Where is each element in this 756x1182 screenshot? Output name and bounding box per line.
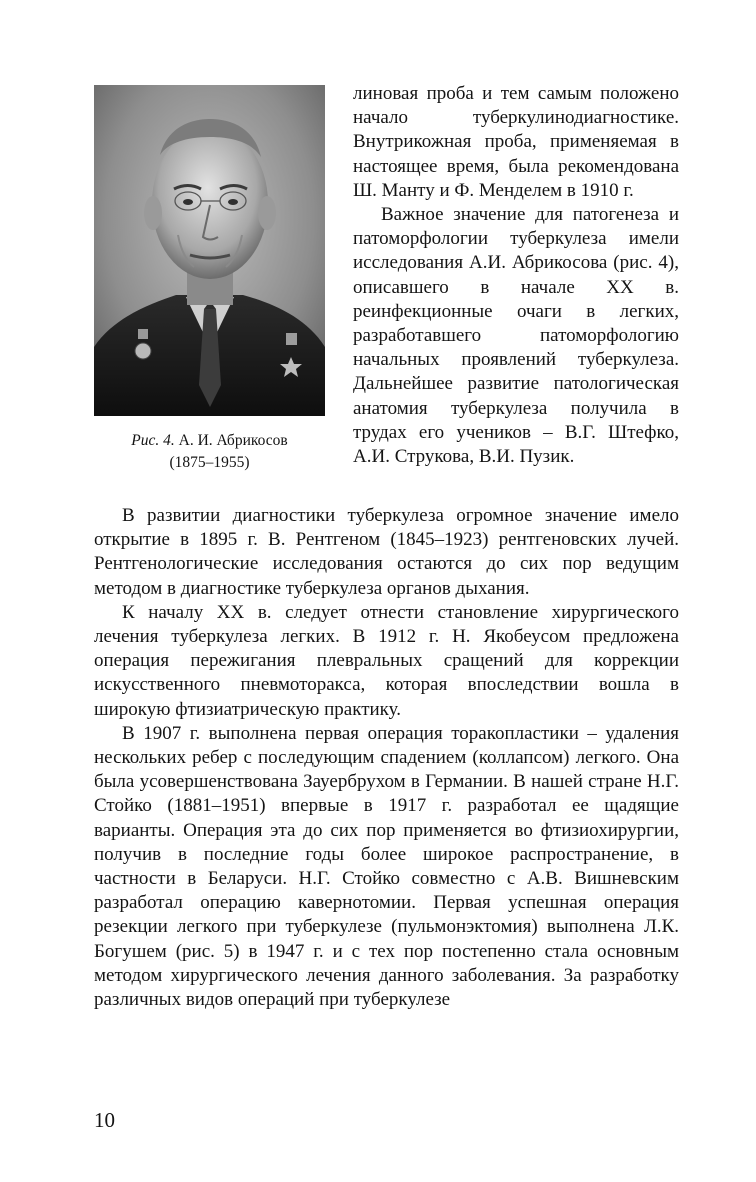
column-paragraph: Важное значение для патогенеза и патоморфологии туберкулеза имели исследования А.И. Абрикосова (рис. 4), описавшего в начале XX в. реинфекционные очаги в легких, разработавшего патоморфологию начальных проявлений туберкулеза. Дальнейшее развитие патологическая анатомия туберкулеза получила в трудах его учеников – В.Г. Штефко, А.И. Струкова, В.И. Пузик.: [353, 204, 679, 468]
body-paragraph: В развитии диагностики туберкулеза огромное значение имело открытие в 1895 г. В. Рентгеном (1845–1923) рентгеновских лучей. Рентгенологические исследования остаются до сих пор ведущим методом в диагностике туберкулеза органов дыхания.: [94, 505, 679, 599]
body-paragraph: В 1907 г. выполнена первая операция торакопластики – удаления нескольких ребер с последующим спадением (коллапсом) легкого. Она была усовершенствована Зауербрухом в Германии. В нашей стране Н.Г. Стойко (1881–1951) впервые в 1917 г. разработал ее щадящие варианты. Операция эта до сих пор применяется во фтизиохирургии, получив в последние годы более широкое распространение, в частности в Беларуси. Н.Г. Стойко совместно с А.В. Вишневским разработал операцию кавернотомии. Первая успешная операция резекции легкого при туберкулезе (пульмонэктомия) выполнена Л.К. Богушем (рис. 5) в 1947 г. и с тех пор постепенно стала основным методом хирургического лечения данного заболевания. За разработку различных видов операций при туберкулезе: [94, 722, 679, 1011]
figure-label: Рис. 4.: [131, 432, 175, 449]
main-text: [94, 504, 679, 1012]
figure-caption: [94, 430, 325, 474]
figure-name: А. И. Абрикосов: [178, 432, 288, 449]
figure-years: (1875–1955): [169, 454, 250, 471]
text-column-beside-figure: [353, 82, 679, 469]
page-number: 10: [94, 1108, 115, 1132]
portrait-image: [94, 85, 325, 416]
body-paragraph: К началу XX в. следует отнести становление хирургического лечения туберкулеза легких. В 1912 г. Н. Якобеусом предложена операция пережигания плевральных сращений для коррекции искусственного пневмоторакса, которая впоследствии вошла в широкую фтизиатрическую практику.: [94, 601, 679, 720]
column-paragraph: линовая проба и тем самым положено начало туберкулинодиагностике. Внутрикожная проба, применяемая в настоящее время, была рекомендована Ш. Манту и Ф. Менделем в 1910 г.: [353, 83, 679, 201]
portrait-photo: [94, 85, 325, 416]
